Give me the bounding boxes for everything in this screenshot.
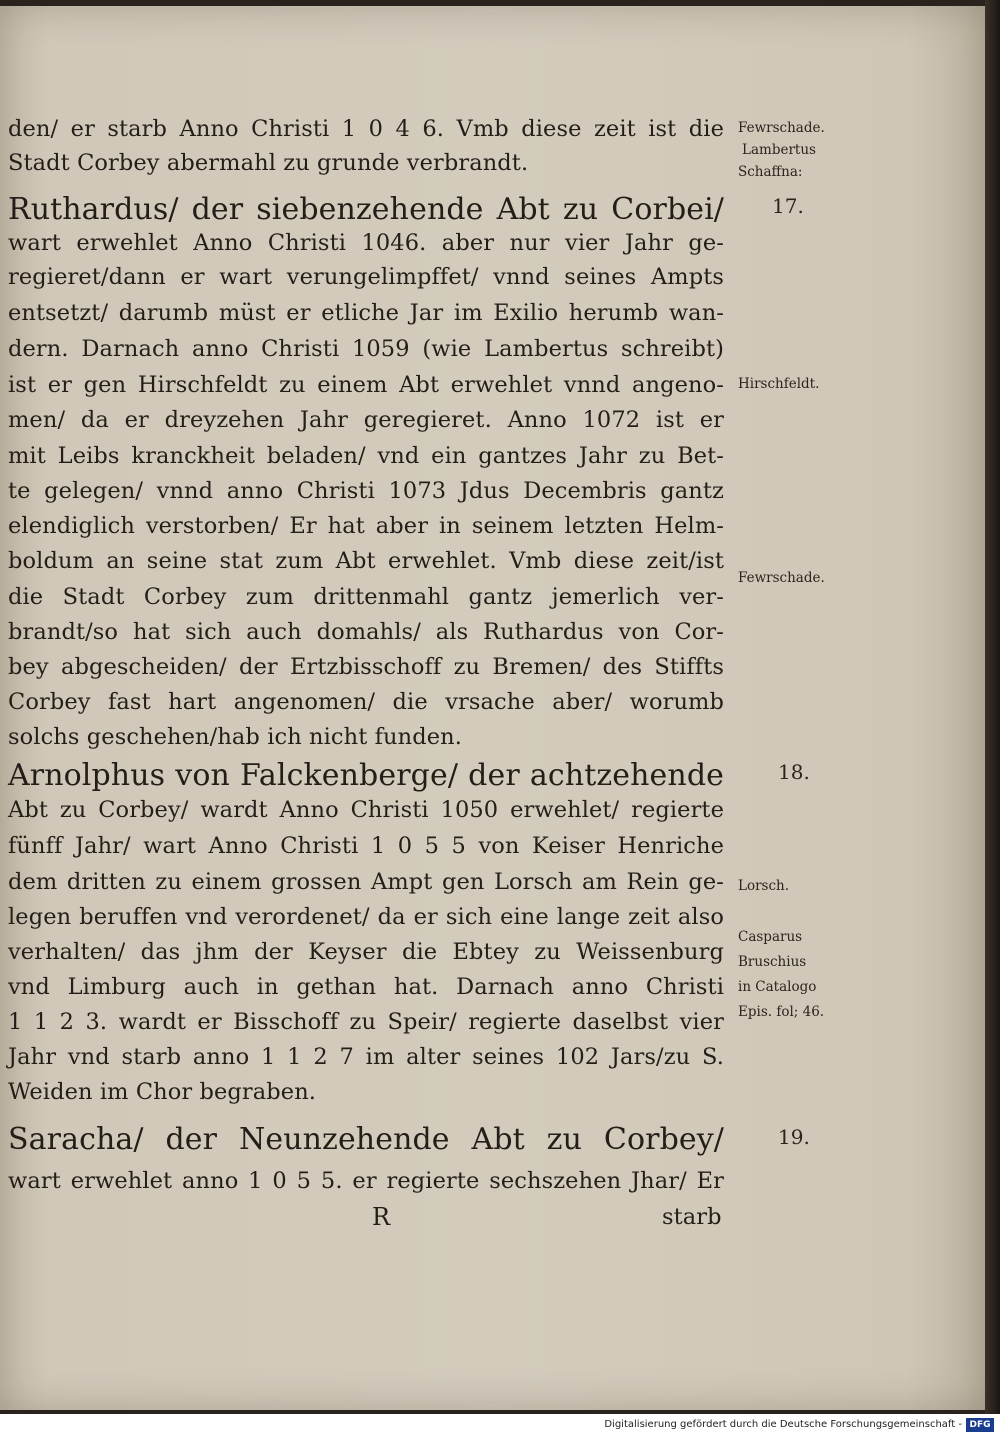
text-line: mit Leibs kranckheit beladen/ vnd ein gantzes Jahr zu Bet- (8, 443, 724, 469)
section-heading: Arnolphus von Falckenberge/ der achtzehende (8, 758, 724, 793)
catchword: starb (662, 1204, 722, 1230)
margin-note: Lambertus (742, 142, 816, 158)
text-line: wart erwehlet Anno Christi 1046. aber nur vier Jahr ge- (8, 230, 724, 256)
text-line: Corbey fast hart angenomen/ die vrsache aber/ worumb (8, 689, 724, 715)
text-line: te gelegen/ vnnd anno Christi 1073 Jdus Decembris gantz (8, 478, 724, 504)
text-line: elendiglich verstorben/ Er hat aber in seinem letzten Helm- (8, 513, 724, 539)
text-line: wart erwehlet anno 1 0 5 5. er regierte sechszehen Jhar/ Er (8, 1168, 724, 1194)
text-line: ist er gen Hirschfeldt zu einem Abt erwehlet vnnd angeno- (8, 372, 724, 398)
margin-note: Epis. fol; 46. (738, 1004, 825, 1020)
margin-note: Lorsch. (738, 878, 790, 894)
text-line: die Stadt Corbey zum drittenmahl gantz jemerlich ver- (8, 584, 724, 610)
text-line: boldum an seine stat zum Abt erwehlet. Vmb diese zeit/ist (8, 548, 724, 574)
margin-note: Casparus (738, 929, 803, 945)
text-line: entsetzt/ darumb müst er etliche Jar im Exilio herumb wan- (8, 300, 724, 326)
text-line: Stadt Corbey abermahl zu grunde verbrandt. (8, 150, 529, 176)
footer-credit: Digitalisierung gefördert durch die Deutsche Forschungsgemeinschaft - (604, 1419, 962, 1430)
dfg-logo-icon: DFG (966, 1418, 994, 1432)
text-line: Jahr vnd starb anno 1 1 2 7 im alter seines 102 Jars/zu S. (8, 1044, 724, 1070)
text-line: vnd Limburg auch in gethan hat. Darnach anno Christi (8, 974, 724, 1000)
text-line: dem dritten zu einem grossen Ampt gen Lorsch am Rein ge- (8, 869, 724, 895)
text-line: fünff Jahr/ wart Anno Christi 1 0 5 5 von Keiser Henriche (8, 833, 724, 859)
margin-note: Fewrschade. (738, 120, 825, 136)
margin-number: 19. (778, 1125, 810, 1149)
section-heading: Ruthardus/ der siebenzehende Abt zu Corbei/ (8, 192, 724, 227)
text-line: den/ er starb Anno Christi 1 0 4 6. Vmb diese zeit ist die (8, 116, 724, 142)
margin-number: 17. (772, 194, 804, 218)
margin-note: Bruschius (738, 954, 807, 970)
text-line: legen beruffen vnd verordenet/ da er sich eine lange zeit also (8, 904, 724, 930)
footer-bar (0, 1414, 1000, 1437)
text-line: verhalten/ das jhm der Keyser die Ebtey zu Weissenburg (8, 939, 724, 965)
margin-note: Hirschfeldt. (738, 376, 820, 392)
margin-note: in Catalogo (738, 979, 817, 995)
section-heading: Saracha/ der Neunzehende Abt zu Corbey/ (8, 1122, 724, 1157)
text-line: dern. Darnach anno Christi 1059 (wie Lambertus schreibt) (8, 336, 724, 362)
margin-note: Fewrschade. (738, 570, 825, 586)
text-line: brandt/so hat sich auch domahls/ als Ruthardus von Cor- (8, 619, 724, 645)
page-edge (985, 0, 1000, 1414)
margin-note: Schaffna: (738, 164, 803, 180)
text-line: Abt zu Corbey/ wardt Anno Christi 1050 erwehlet/ regierte (8, 797, 724, 823)
margin-number: 18. (778, 760, 810, 784)
text-line: solchs geschehen/hab ich nicht funden. (8, 724, 462, 750)
text-line: Weiden im Chor begraben. (8, 1079, 317, 1105)
text-line: bey abgescheiden/ der Ertzbisschoff zu Bremen/ des Stiffts (8, 654, 724, 680)
text-line: regieret/dann er wart verungelimpffet/ vnnd seines Ampts (8, 264, 724, 290)
signature-mark: R (372, 1203, 391, 1231)
text-line: men/ da er dreyzehen Jahr geregieret. Anno 1072 ist er (8, 407, 724, 433)
text-line: 1 1 2 3. wardt er Bisschoff zu Speir/ regierte daselbst vier (8, 1009, 724, 1035)
